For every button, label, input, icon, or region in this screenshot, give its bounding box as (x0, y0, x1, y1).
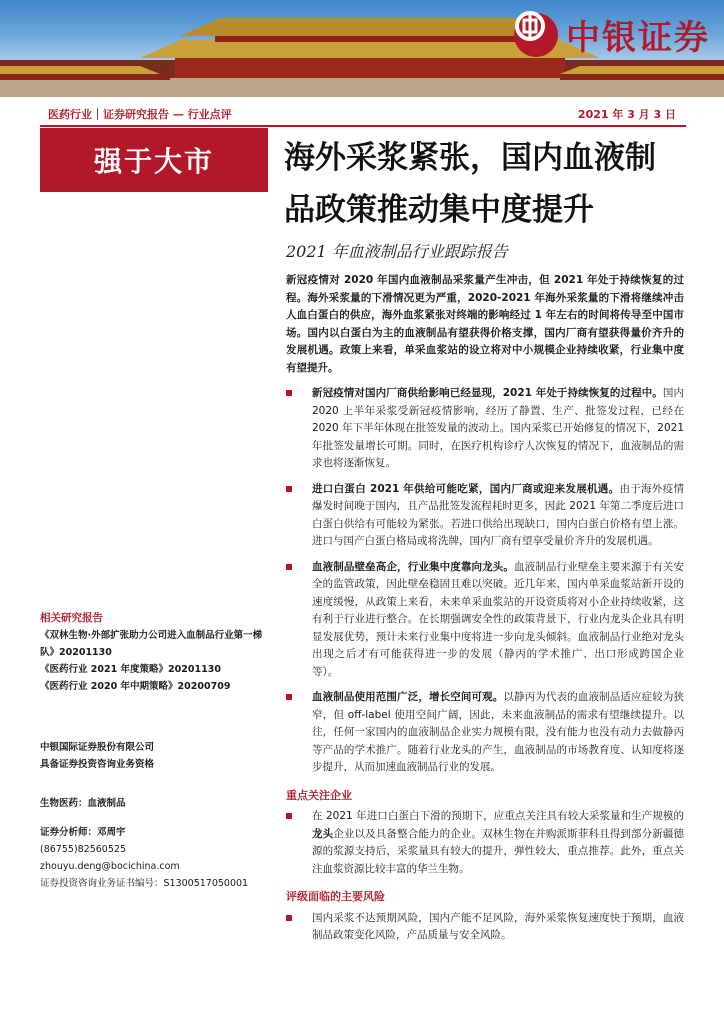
rating-badge (40, 128, 268, 192)
rating-text: 强于大市 (93, 145, 214, 178)
bullet-square-icon (286, 390, 292, 396)
related-report-link[interactable]: 《医药行业 2020 年中期策略》20200709 (40, 681, 231, 692)
analyst-phone: (86755)82560525 (40, 844, 126, 855)
title-line-2: 品政策推动集中度提升 (284, 192, 594, 228)
bullet-text: 国内 2020 上半年采浆受新冠疫情影响，经历了静置、生产、批签发过程，已经在 2020 年下半年体现在批签发量的波动上。国内采浆已开始修复的情况下，2021 年批签发量增长可期。同时，在医疗机构诊疗人次恢复的情况下，血液制品的需求也将逐渐恢复。 (312, 387, 684, 469)
analyst-name: 证券分析师：邓周宇 (40, 827, 126, 838)
analyst-license: 证券投资咨询业务证书编号：S1300517050001 (40, 878, 249, 889)
bullet-square-icon (286, 813, 292, 819)
bullet-square-icon (286, 486, 292, 492)
focus-item (286, 808, 684, 878)
sidebar (40, 610, 270, 892)
boc-logo-icon (514, 13, 558, 57)
title-line-1: 海外采浆紧张，国内血液制 (284, 140, 656, 176)
bullet-item (286, 559, 684, 682)
related-report-link[interactable]: 《双林生物·外部扩张助力公司进入血制品行业第一梯队》20201130 (40, 630, 263, 658)
report-date: 2021 年 3 月 3 日 (577, 108, 676, 121)
focus-heading: 重点关注企业 (286, 788, 352, 802)
firm-name: 中银国际证券股份有限公司 (40, 742, 155, 753)
bullet-text: 由于海外疫情爆发时间晚于国内，且产品批签发流程耗时更多，因此 2021 年第二季度后进口白蛋白供给有可能较为紧张。若进口供给出现缺口，国内白蛋白价格有望上涨。进口与国产白蛋白格局或将洗牌，国内厂商有望享受量价齐升的发展机遇。 (312, 482, 684, 547)
focus-text-post: 企业以及具备整合能力的企业。双林生物在并购派斯菲科且得到部分新疆德源的浆源支持后，采浆量具有较大的提升，弹性较大，重点推荐。此外，重点关注血浆资源比较丰富的华兰生物。 (312, 827, 684, 875)
risk-heading: 评级面临的主要风险 (286, 890, 385, 903)
risk-text: 国内采浆不达预期风险，国内产能不足风险，海外采浆恢复速度快于预期，血液制品政策变化风险，产品质量与安全风险。 (312, 911, 684, 941)
report-header (40, 101, 686, 127)
cover-photo (0, 0, 724, 97)
bullet-heading: 进口白蛋白 2021 年供给可能吃紧，国内厂商或迎来发展机遇。 (312, 482, 620, 495)
bullet-heading: 血液制品壁垒高企，行业集中度靠向龙头。 (312, 560, 515, 573)
focus-text-pre: 在 2021 年进口白蛋白下滑的预期下，应重点关注具有较大采浆量和生产规模的 (312, 810, 684, 822)
bullet-square-icon (286, 915, 292, 921)
summary-paragraph: 新冠疫情对 2020 年国内血液制品采浆量产生冲击，但 2021 年处于持续恢复的过程。海外采浆量的下滑情况更为严重，2020-2021 年海外采浆量的下滑将继续冲击人血白蛋白的供应，海外血浆紧张对终端的影响经过 1 年左右的时间将传导至中国市场。国内以白蛋白为主的血液制品有望获得价格支撑，国内厂商有望获得量价齐升的发展机遇。政策上来看，单采血浆站的设立将对中小规模企业持续收紧，行业集中度有望提升。 (286, 274, 684, 374)
brand-name: 中银证券 (566, 18, 710, 58)
main-content (286, 272, 684, 945)
report-subtitle: 2021 年血液制品行业跟踪报告 (286, 242, 508, 261)
sector-label: 生物医药：血液制品 (40, 798, 126, 809)
related-report-link[interactable]: 《医药行业 2021 年度策略》20201130 (40, 664, 221, 675)
report-category: 医药行业｜证券研究报告 — 行业点评 (48, 108, 232, 121)
bullet-item (286, 481, 684, 551)
firm-qualification: 具备证券投资咨询业务资格 (40, 759, 155, 770)
bullet-item (286, 385, 684, 473)
report-title (284, 132, 704, 236)
bullet-heading: 血液制品使用范围广泛，增长空间可观。 (312, 691, 504, 703)
brand-logo (514, 10, 710, 59)
bullet-item (286, 689, 684, 777)
related-reports-heading: 相关研究报告 (40, 612, 103, 624)
bullet-square-icon (286, 694, 292, 700)
risk-item (286, 910, 684, 945)
analyst-email[interactable]: zhouyu.deng@bocichina.com (40, 861, 180, 872)
bullet-text: 血液制品行业壁垒主要来源于有关安全的监管政策，因此壁垒稳固且难以突破。近几年来，国内单采血浆站新开设的速度缓慢，从政策上来看，未来单采血浆站的开设资质将对小企业持续收紧，这有利于行业进行整合。在长期强调安全性的政策背景下，行业内龙头企业具有明显发展优势，预计未来行业集中度将进一步向龙头倾斜。血液制品行业绝对龙头出现之后才有可能获得进一步的发展（静丙的学术推广、出口形成跨国企业等）。 (312, 560, 685, 678)
bullet-text: 以静丙为代表的血液制品适应症较为狭窄，但 off-label 使用空间广阔，因此，未来血液制品的需求有望继续提升。以往，任何一家国内的血液制品企业实力规模有限，没有能力也没有动力去做静丙等产品的学术推广。随着行业龙头的产生，血液制品的市场教育度、认知度将逐步提升，从而加速血液制品行业的发展。 (312, 691, 685, 773)
focus-text-bold: 龙头 (312, 827, 334, 840)
bullet-square-icon (286, 564, 292, 570)
bullet-heading: 新冠疫情对国内厂商供给影响已经显现，2021 年处于持续恢复的过程中。 (312, 387, 663, 399)
